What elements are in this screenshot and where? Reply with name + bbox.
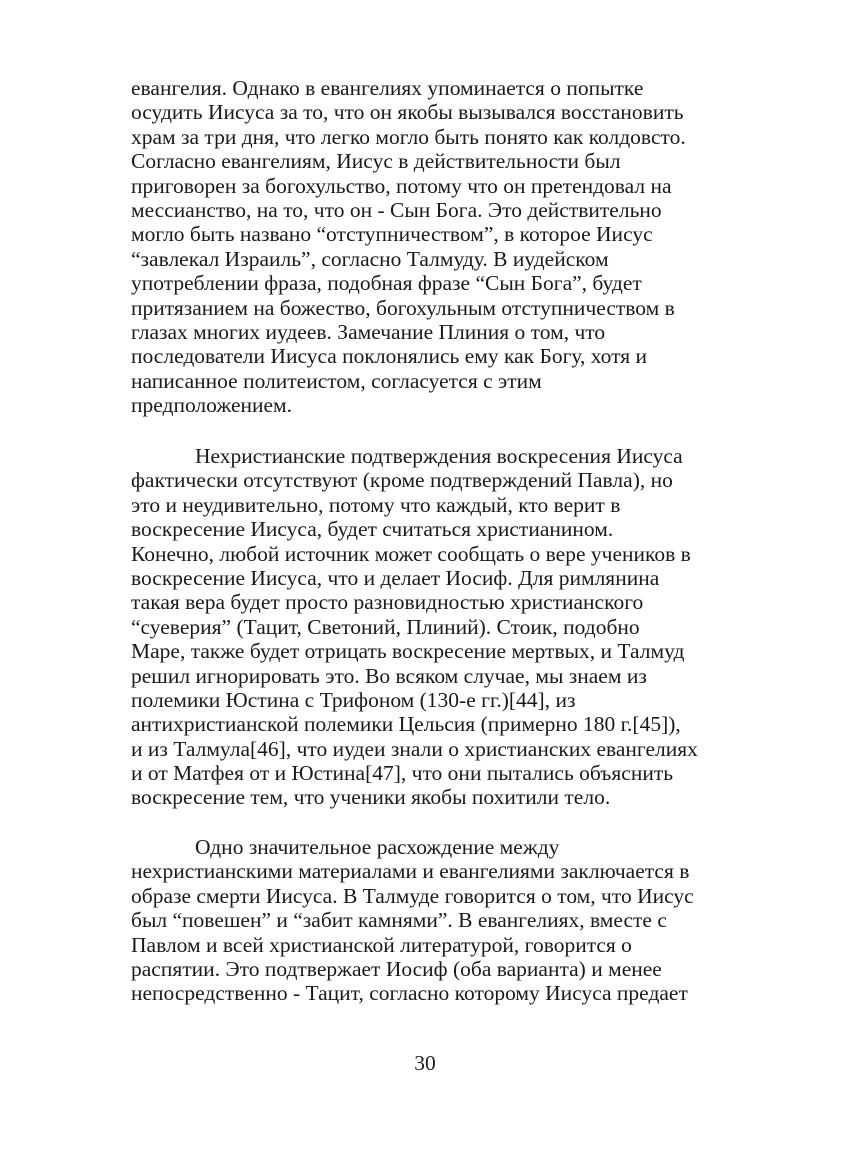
- text-line: “суеверия” (Тацит, Светоний, Плиний). Стоик, подобно: [131, 614, 640, 639]
- text-line: написанное политеистом, согласуется с этим: [131, 368, 542, 393]
- text-line-first: Одно значительное расхождение между: [195, 835, 560, 859]
- text-line: Маре, также будет отрицать воскресение мертвых, и Талмуд: [131, 639, 685, 664]
- paragraph-2: [131, 444, 731, 810]
- text-line: был “повешен” и “забит камнями”. В евангелиях, вместе с: [131, 908, 667, 933]
- text-line: и от Матфея от и Юстина[47], что они пытались объяснить: [131, 761, 674, 786]
- text-line: могло быть названо “отступничеством”, в которое Иисус: [131, 222, 653, 247]
- text-line: нехристианскими материалами и евангелиями заключается в: [131, 859, 690, 884]
- text-line: осудить Иисуса за то, что он якобы вызывался восстановить: [131, 100, 684, 125]
- paragraph-1: [131, 76, 731, 417]
- text-line: решил игнорировать это. Во всяком случае, мы знаем из: [131, 663, 647, 688]
- text-line: это и неудивительно, потому что каждый, кто верит в: [131, 492, 621, 517]
- text-line: Конечно, любой источник может сообщать о вере учеников в: [131, 541, 691, 566]
- text-line: приговорен за богохульство, потому что он претендовал на: [131, 173, 672, 198]
- text-line: воскресение Иисуса, будет считаться христианином.: [131, 517, 614, 542]
- text-line: последователи Иисуса поклонялись ему как Богу, хотя и: [131, 344, 648, 369]
- text-line-first: Нехристианские подтверждения воскресения Иисуса: [195, 444, 683, 468]
- text-line: Павлом и всей христианской литературой, говорится о: [131, 932, 632, 957]
- text-line: воскресение тем, что ученики якобы похитили тело.: [131, 785, 611, 810]
- paragraph-3: [131, 835, 731, 1006]
- page-number: 30: [414, 1051, 436, 1075]
- text-line: притязанием на божество, богохульным отступничеством в: [131, 295, 675, 320]
- text-line: образе смерти Иисуса. В Талмуде говорится о том, что Иисус: [131, 883, 694, 908]
- text-line: воскресение Иисуса, что и делает Иосиф. Для римлянина: [131, 565, 660, 590]
- text-line: евангелия. Однако в евангелиях упоминается о попытке: [131, 76, 644, 100]
- text-line: непосредственно - Тацит, согласно которому Иисуса предает: [131, 981, 688, 1006]
- text-line: распятии. Это подтвержает Иосиф (оба варианта) и менее: [131, 956, 662, 981]
- text-line: “завлекал Израиль”, согласно Талмуду. В иудейском: [131, 246, 609, 271]
- text-line: предположением.: [131, 393, 293, 418]
- text-line: храм за три дня, что легко могло быть понято как колдовсто.: [131, 124, 686, 149]
- text-line: и из Талмула[46], что иудеи знали о христианских евангелиях: [131, 736, 698, 761]
- text-line: мессианство, на то, что он - Сын Бога. Это действительно: [131, 197, 662, 222]
- text-line: полемики Юстина с Трифоном (130-е гг.)[44], из: [131, 687, 576, 712]
- text-line: такая вера будет просто разновидностью христианского: [131, 590, 644, 615]
- text-line: глазах многих иудеев. Замечание Плиния о том, что: [131, 319, 606, 344]
- text-line: употреблении фраза, подобная фразе “Сын Бога”, будет: [131, 271, 642, 296]
- text-line: антихристианской полемики Цельсия (примерно 180 г.[45]),: [131, 712, 681, 737]
- text-line: Согласно евангелиям, Иисус в действительности был: [131, 149, 621, 174]
- text-line: фактически отсутствуют (кроме подтверждений Павла), но: [131, 468, 673, 493]
